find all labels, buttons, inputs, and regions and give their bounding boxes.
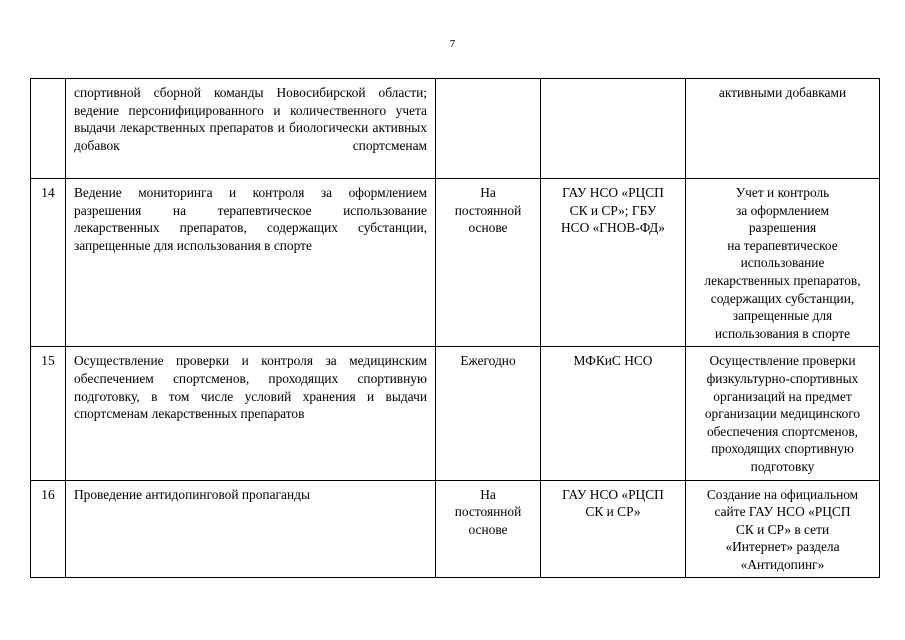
measure-term <box>436 480 541 578</box>
result-line: запрещенные для <box>732 308 833 324</box>
result-line: физкультурно-спортивных <box>706 370 859 386</box>
result-line: подготовку <box>750 458 815 474</box>
result-line: активными добавками <box>718 85 847 100</box>
result-line: СК и СР» в сети <box>735 521 830 537</box>
term-line: постоянной <box>454 202 522 218</box>
result-line: сайте ГАУ НСО «РЦСП <box>714 504 851 520</box>
result-line: лекарственных препаратов, <box>704 272 861 288</box>
result-line: за оформлением <box>736 202 829 218</box>
measure-result <box>686 179 880 347</box>
result-line: разрешения <box>748 220 817 236</box>
measure-term <box>436 347 541 480</box>
result-line: Учет и контроль <box>735 185 830 200</box>
row-number: 15 <box>31 347 66 480</box>
measure-responsible <box>541 347 686 480</box>
result-line: Осуществление проверки <box>709 353 856 369</box>
responsible-line: НСО «ГНОВ-ФД» <box>560 220 666 236</box>
measure-result <box>686 480 880 578</box>
result-line: организации медицинского <box>704 406 861 422</box>
result-line: использование <box>740 255 825 271</box>
measure-responsible <box>541 179 686 347</box>
table-row <box>31 347 880 480</box>
term-line: основе <box>468 521 508 537</box>
result-line: использования в спорте <box>714 325 851 341</box>
result-line: обеспечения спортсменов, <box>706 423 859 439</box>
term-line: постоянной <box>454 504 522 520</box>
responsible-line: ГАУ НСО «РЦСП <box>562 486 664 502</box>
result-line: «Интернет» раздела <box>725 539 840 555</box>
term-line: Ежегодно <box>460 353 516 369</box>
result-line: на терапевтическое <box>727 237 838 253</box>
responsible-line: ГАУ НСО «РЦСП <box>562 185 664 200</box>
term-line: На <box>480 486 496 502</box>
table-row <box>31 179 880 347</box>
result-line: организаций на предмет <box>713 388 852 404</box>
measure-responsible <box>541 480 686 578</box>
measures-table <box>30 78 880 578</box>
measure-result <box>686 79 880 179</box>
term-line: На <box>480 185 496 200</box>
result-line: «Антидопинг» <box>740 556 825 572</box>
measure-description: Ведение мониторинга и контроля за оформлением разрешения на терапевтическое использование лекарственных препаратов, содержащих субстанции, запрещенные для использования в спорте <box>66 179 436 347</box>
row-number <box>31 79 66 179</box>
row-number: 14 <box>31 179 66 347</box>
page-number: 7 <box>449 38 456 50</box>
table-row <box>31 480 880 578</box>
responsible-line: СК и СР» <box>585 504 641 520</box>
responsible-line: МФКиС НСО <box>573 353 653 369</box>
measure-term <box>436 79 541 179</box>
measure-result <box>686 347 880 480</box>
result-line: Создание на официальном <box>706 486 859 502</box>
term-line: основе <box>468 220 508 236</box>
measure-description: Осуществление проверки и контроля за медицинским обеспечением спортсменов, проходящих спортивную подготовку, в том числе условий хранения и выдачи спортсменам лекарственных препаратов <box>66 347 436 480</box>
measure-responsible <box>541 79 686 179</box>
responsible-line: СК и СР»; ГБУ <box>569 202 657 218</box>
result-line: содержащих субстанции, <box>710 290 855 306</box>
measure-description: Проведение антидопинговой пропаганды <box>66 480 436 578</box>
measure-description: спортивной сборной команды Новосибирской области; ведение персонифицированного и количественного учета выдачи лекарственных препаратов и биологически активных добавок спортсменам <box>66 79 436 179</box>
measure-term <box>436 179 541 347</box>
result-line: проходящих спортивную <box>711 441 854 457</box>
row-number: 16 <box>31 480 66 578</box>
table-row <box>31 79 880 179</box>
